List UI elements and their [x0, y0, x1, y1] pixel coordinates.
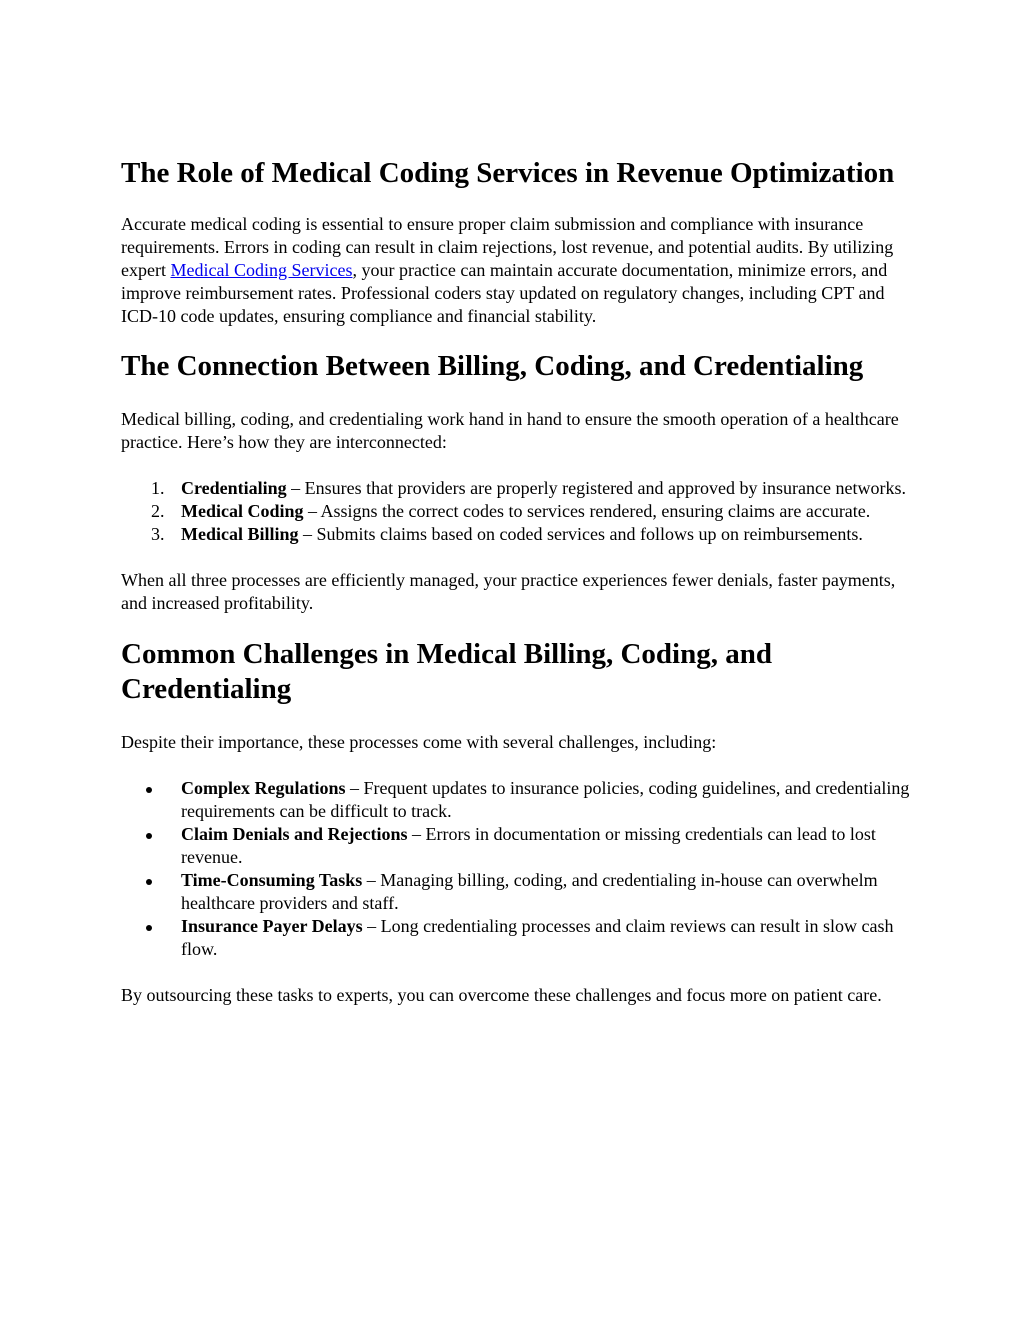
list-item: [121, 523, 914, 546]
list-item-term: Medical Coding: [181, 501, 304, 521]
list-item: [121, 500, 914, 523]
challenges-intro-paragraph: Despite their importance, these processes come with several challenges, including:: [121, 732, 717, 752]
list-item-term: Medical Billing: [181, 524, 299, 544]
coding-services-paragraph: [121, 213, 914, 328]
list-item-description: – Assigns the correct codes to services rendered, ensuring claims are accurate.: [303, 501, 871, 521]
list-item-term: Insurance Payer Delays: [181, 916, 363, 936]
bullet-icon: [146, 925, 152, 931]
list-item: [121, 869, 914, 915]
list-item-term: Credentialing: [181, 478, 287, 498]
list-item-description: – Frequent updates to insurance policies, coding guidelines, and credentialing requirements can be difficult to track.: [181, 778, 910, 821]
connection-intro-paragraph: Medical billing, coding, and credentialing work hand in hand to ensure the smooth operation of a healthcare practice. Here’s how they are interconnected:: [121, 409, 899, 452]
numbered-list: [121, 477, 914, 546]
bulleted-list: [121, 777, 914, 961]
list-item-term: Complex Regulations: [181, 778, 346, 798]
medical-coding-services-link[interactable]: Medical Coding Services: [170, 260, 353, 280]
list-item: [121, 477, 914, 500]
list-item: [121, 823, 914, 869]
connection-closing-paragraph: When all three processes are efficiently managed, your practice experiences fewer denials, faster payments, and increased profitability.: [121, 570, 896, 613]
list-item-description: – Submits claims based on coded services and follows up on reimbursements.: [298, 524, 863, 544]
section-heading-connection: The Connection Between Billing, Coding, and Credentialing: [121, 350, 864, 382]
list-item: [121, 915, 914, 961]
paragraph-text-before-link: Accurate medical coding is essential to ensure proper claim submission and compliance with insurance requirements. Errors in coding can result in claim rejections, lost revenue, and potential audits. By utilizing expert: [121, 214, 894, 280]
bullet-icon: [146, 787, 152, 793]
bullet-icon: [146, 879, 152, 885]
list-item-term: Time-Consuming Tasks: [181, 870, 363, 890]
list-number: 1.: [151, 478, 165, 498]
list-item-description: – Long credentialing processes and claim reviews can result in slow cash flow.: [181, 916, 894, 959]
list-number: 2.: [151, 501, 165, 521]
list-item: [121, 777, 914, 823]
list-item-description: – Managing billing, coding, and credentialing in-house can overwhelm healthcare providers and staff.: [181, 870, 878, 913]
list-item-term: Claim Denials and Rejections: [181, 824, 408, 844]
challenges-closing-paragraph: By outsourcing these tasks to experts, you can overcome these challenges and focus more on patient care.: [121, 985, 882, 1005]
paragraph-text-after-link: , your practice can maintain accurate documentation, minimize errors, and improve reimbursement rates. Professional coders stay updated on regulatory changes, including CPT and ICD-10 code updates, ensuring compliance and financial stability.: [121, 260, 888, 326]
list-number: 3.: [151, 524, 165, 544]
section-heading-challenges: Common Challenges in Medical Billing, Coding, and Credentialing: [121, 638, 772, 705]
bullet-icon: [146, 833, 152, 839]
section-heading-coding-services: The Role of Medical Coding Services in Revenue Optimization: [121, 157, 895, 189]
list-item-description: – Ensures that providers are properly registered and approved by insurance networks.: [286, 478, 906, 498]
list-item-description: – Errors in documentation or missing credentials can lead to lost revenue.: [181, 824, 876, 867]
